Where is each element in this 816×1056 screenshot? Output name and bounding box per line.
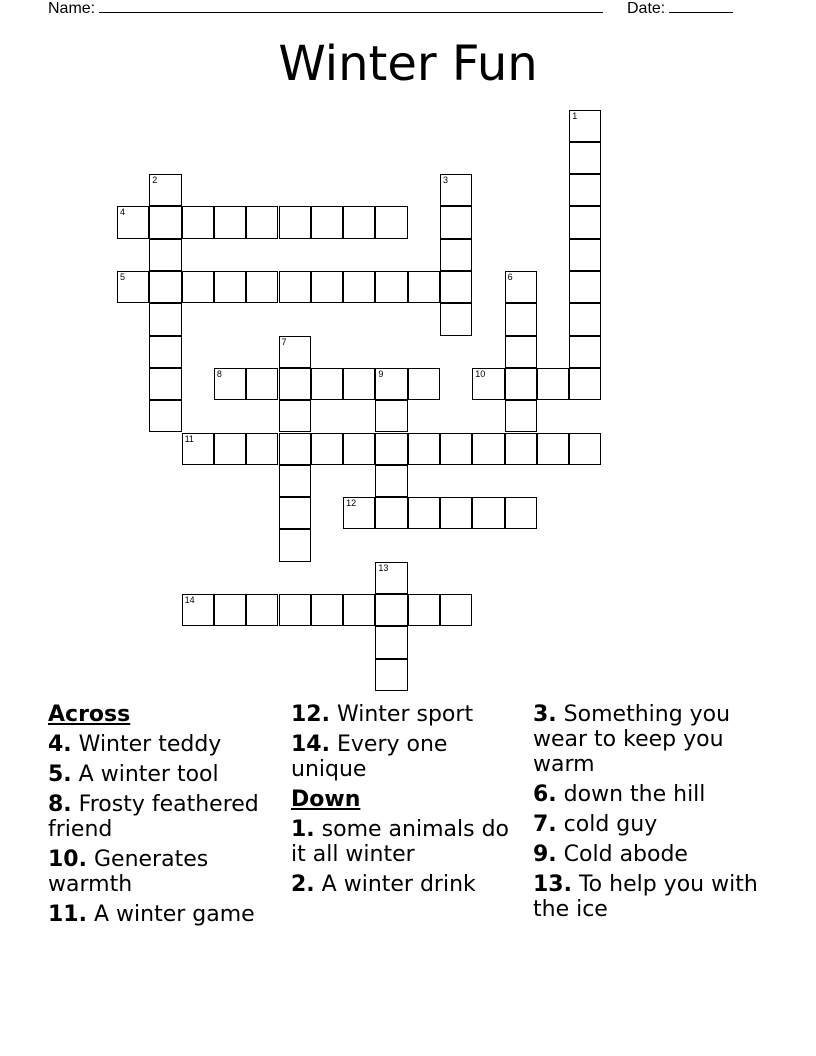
clue-across-8: 8. Frosty feathered friend [48,792,259,842]
clue-down-3: 3. Something you wear to keep you warm [533,702,731,777]
cell-number: 2 [152,175,158,186]
grid-cell[interactable] [375,400,407,432]
grid-cell[interactable] [311,368,343,400]
grid-cell[interactable] [569,174,601,206]
grid-cell[interactable] [149,271,181,303]
clue-down-9: 9. Cold abode [533,842,688,867]
grid-cell[interactable] [505,336,537,368]
across-heading: Across [48,702,131,727]
grid-cell[interactable] [569,142,601,174]
clue-across-10: 10. Generates warmth [48,847,209,897]
name-label: Name: [48,0,96,17]
grid-cell[interactable] [569,303,601,335]
cell-number: 14 [184,595,195,605]
grid-cell[interactable] [246,368,278,400]
grid-cell[interactable] [375,465,407,497]
grid-cell[interactable] [343,497,375,529]
grid-cell[interactable] [311,433,343,465]
cell-number: 12 [346,498,357,509]
grid-cell[interactable] [149,206,181,238]
grid-cell[interactable] [569,271,601,303]
grid-cell[interactable] [375,271,407,303]
grid-cell[interactable] [408,271,440,303]
grid-cell[interactable] [375,206,407,238]
grid-cell[interactable] [343,433,375,465]
grid-cell[interactable] [440,594,472,626]
cell-number: 7 [281,336,287,347]
grid-cell[interactable] [279,529,311,561]
grid-cell[interactable] [279,336,311,368]
grid-cell[interactable] [569,239,601,271]
cell-number: 10 [475,368,486,379]
grid-cell[interactable] [117,206,149,238]
grid-cell[interactable] [375,497,407,529]
grid-cell[interactable] [149,368,181,400]
grid-cell[interactable] [279,206,311,238]
grid-cell[interactable] [214,271,246,303]
grid-cell[interactable] [246,594,278,626]
cell-number: 11 [184,433,194,444]
clue-column-2 [291,702,516,902]
grid-cell[interactable] [440,239,472,271]
grid-cell[interactable] [343,271,375,303]
grid-cell[interactable] [408,433,440,465]
page-title: Winter Fun [278,36,538,92]
clue-down-6: 6. down the hill [533,782,706,807]
grid-cell[interactable] [246,271,278,303]
grid-cell[interactable] [440,174,472,206]
clue-across-5: 5. A winter tool [48,762,219,787]
grid-cell[interactable] [408,594,440,626]
grid-cell[interactable] [569,336,601,368]
grid-cell[interactable] [279,594,311,626]
grid-cell[interactable] [472,433,504,465]
grid-cell[interactable] [505,400,537,432]
cell-number: 5 [120,272,126,282]
grid-cell[interactable] [505,368,537,400]
grid-cell[interactable] [311,271,343,303]
grid-cell[interactable] [505,303,537,335]
grid-cell[interactable] [537,433,569,465]
grid-cell[interactable] [440,271,472,303]
grid-cell[interactable] [279,433,311,465]
grid-cell[interactable] [569,110,601,142]
grid-cell[interactable] [279,368,311,400]
grid-cell[interactable] [440,497,472,529]
grid-cell[interactable] [149,174,181,206]
clue-across-14: 14. Every one unique [291,732,448,782]
clue-down-7: 7. cold guy [533,812,658,837]
grid-cell[interactable] [375,594,407,626]
grid-cell[interactable] [214,433,246,465]
grid-cell[interactable] [408,368,440,400]
grid-cell[interactable] [246,433,278,465]
grid-cell[interactable] [569,368,601,400]
grid-cell[interactable] [440,206,472,238]
grid-cell[interactable] [505,271,537,303]
clue-down-1: 1. some animals do it all winter [291,817,509,867]
grid-cell[interactable] [569,206,601,238]
date-label: Date: [627,0,666,17]
clue-down-13: 13. To help you with the ice [533,872,758,922]
grid-cell[interactable] [505,433,537,465]
grid-cell[interactable] [279,465,311,497]
cell-number: 4 [120,207,126,218]
grid-cell[interactable] [375,626,407,658]
grid-cell[interactable] [472,368,504,400]
grid-cell[interactable] [472,497,504,529]
grid-cell[interactable] [375,562,407,594]
grid-cell[interactable] [182,594,214,626]
grid-cell[interactable] [440,433,472,465]
cell-number: 9 [378,368,384,379]
grid-cell[interactable] [375,368,407,400]
cell-number: 1 [572,110,578,121]
grid-cell[interactable] [149,239,181,271]
grid-cell[interactable] [440,303,472,335]
grid-cell[interactable] [505,497,537,529]
grid-cell[interactable] [311,594,343,626]
grid-cell[interactable] [214,206,246,238]
clue-column-1 [48,702,278,932]
grid-cell[interactable] [537,368,569,400]
grid-cell[interactable] [375,659,407,691]
grid-cell[interactable] [182,433,214,465]
grid-cell[interactable] [149,336,181,368]
clue-across-11: 11. A winter game [48,902,255,927]
clue-across-4: 4. Winter teddy [48,732,222,757]
cell-number: 6 [507,272,513,282]
cell-number: 8 [216,368,222,379]
grid-cell[interactable] [279,271,311,303]
down-heading: Down [291,787,361,812]
grid-cell[interactable] [343,206,375,238]
grid-cell[interactable] [569,433,601,465]
grid-cell[interactable] [182,271,214,303]
grid-cell[interactable] [214,368,246,400]
grid-cell[interactable] [343,368,375,400]
grid-cell[interactable] [117,271,149,303]
grid-cell[interactable] [343,594,375,626]
grid-cell[interactable] [214,594,246,626]
grid-cell[interactable] [311,206,343,238]
cell-number: 3 [443,175,449,186]
grid-cell[interactable] [149,400,181,432]
grid-cell[interactable] [149,303,181,335]
grid-cell[interactable] [279,400,311,432]
clue-column-3 [533,702,763,927]
grid-cell[interactable] [246,206,278,238]
clue-down-2: 2. A winter drink [291,872,476,897]
grid-cell[interactable] [408,497,440,529]
grid-cell[interactable] [279,497,311,529]
clue-across-12: 12. Winter sport [291,702,474,727]
grid-cell[interactable] [375,433,407,465]
grid-cell[interactable] [182,206,214,238]
cell-number: 13 [378,562,389,573]
